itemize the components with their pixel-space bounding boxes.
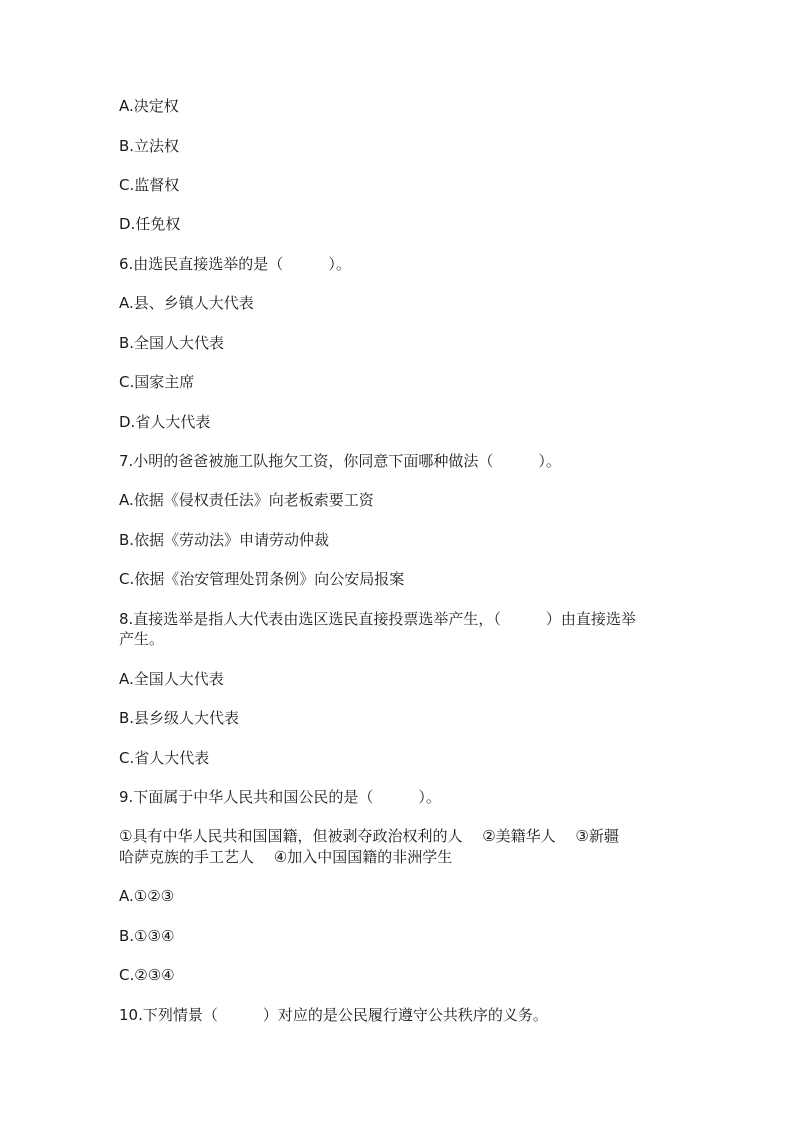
q5-option-a: A.决定权 [119, 97, 179, 115]
q7-stem: 7.小明的爸爸被施工队拖欠工资，你同意下面哪种做法（ ）。 [119, 452, 561, 470]
q9-statement-line1: ①具有中华人民共和国国籍，但被剥夺政治权利的人 ②美籍华人 ③新疆 [119, 827, 619, 845]
q5-option-c: C.监督权 [119, 176, 180, 194]
q8-stem-line2: 产生。 [119, 630, 165, 648]
q9-option-a: A.①②③ [119, 887, 175, 905]
q8-option-a: A.全国人大代表 [119, 670, 224, 688]
q7-option-c: C.依据《治安管理处罚条例》向公安局报案 [119, 570, 405, 588]
q7-option-a: A.依据《侵权责任法》向老板索要工资 [119, 491, 374, 509]
q8-option-b: B.县乡级人大代表 [119, 709, 240, 727]
q8-stem-line1: 8.直接选举是指人大代表由选区选民直接投票选举产生，（ ）由直接选举 [119, 610, 636, 628]
q9-option-c: C.②③④ [119, 966, 175, 984]
q6-option-c: C.国家主席 [119, 373, 195, 391]
q6-stem: 6.由选民直接选举的是（ ）。 [119, 255, 351, 273]
q9-option-b: B.①③④ [119, 927, 175, 945]
q10-stem: 10.下列情景（ ）对应的是公民履行遵守公共秩序的义务。 [119, 1006, 548, 1024]
q6-option-b: B.全国人大代表 [119, 334, 225, 352]
q7-option-b: B.依据《劳动法》申请劳动仲裁 [119, 531, 330, 549]
q8-option-c: C.省人大代表 [119, 749, 210, 767]
q6-option-a: A.县、乡镇人大代表 [119, 294, 254, 312]
q9-stem: 9.下面属于中华人民共和国公民的是（ ）。 [119, 788, 441, 806]
q9-statement-line2: 哈萨克族的手工艺人 ④加入中国国籍的非洲学生 [119, 848, 453, 866]
q5-option-b: B.立法权 [119, 137, 180, 155]
q5-option-d: D.任免权 [119, 215, 181, 233]
q6-option-d: D.省人大代表 [119, 413, 211, 431]
